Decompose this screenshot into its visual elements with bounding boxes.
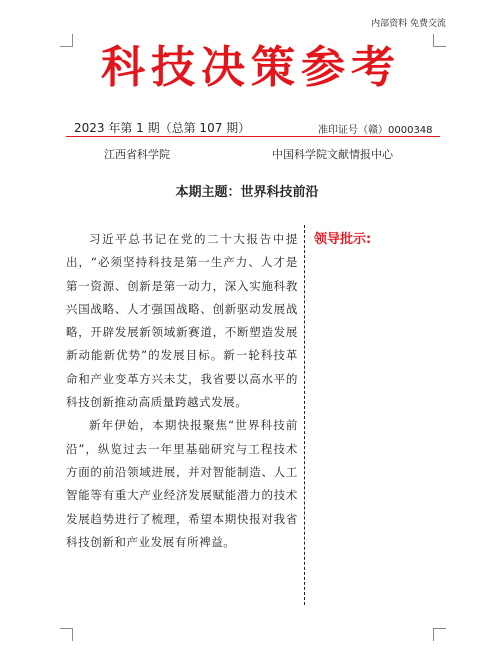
top-note: 内部资料 免费交流 xyxy=(371,19,446,29)
paragraph-1: 习近平总书记在党的二十大报告中提出，“必须坚持科技是第一生产力、人才是第一资源、创新是第一动力，深入实施科教兴国战略、人才强国战略、创新驱动发展战略，开辟发展新领域新赛道，不断塑造发展新动能新优势”的发展目标。新一轮科技革命和产业变革方兴未艾，我省要以高水平的科技创新推动高质量跨越式发展。 xyxy=(66,232,298,410)
header-rule xyxy=(66,136,440,137)
org-left: 江西省科学院 xyxy=(104,148,170,161)
leader-comment-label: 领导批示: xyxy=(314,232,372,247)
org-right: 中国科学院文献情报中心 xyxy=(272,148,393,161)
issue-theme: 本期主题：世界科技前沿 xyxy=(175,185,319,200)
crop-mark-bottom-right xyxy=(433,628,446,641)
body-text xyxy=(66,228,298,554)
column-divider xyxy=(304,225,305,605)
paragraph-2: 新年伊始，本期快报聚焦“世界科技前沿”，纵览过去一年里基础研究与工程技术方面的前沿领域进展，并对智能制造、人工智能等有重大产业经济发展赋能潜力的技术发展趋势进行了梳理，希望本期快报对我省科技创新和产业发展有所裨益。 xyxy=(66,418,298,549)
masthead-title: 科技决策参考 xyxy=(101,42,401,93)
crop-mark-bottom-left xyxy=(60,628,73,641)
issue-number: 2023 年第 1 期（总第 107 期） xyxy=(74,121,251,135)
permit-number: 准印证号（赣）0000348 xyxy=(318,125,433,136)
